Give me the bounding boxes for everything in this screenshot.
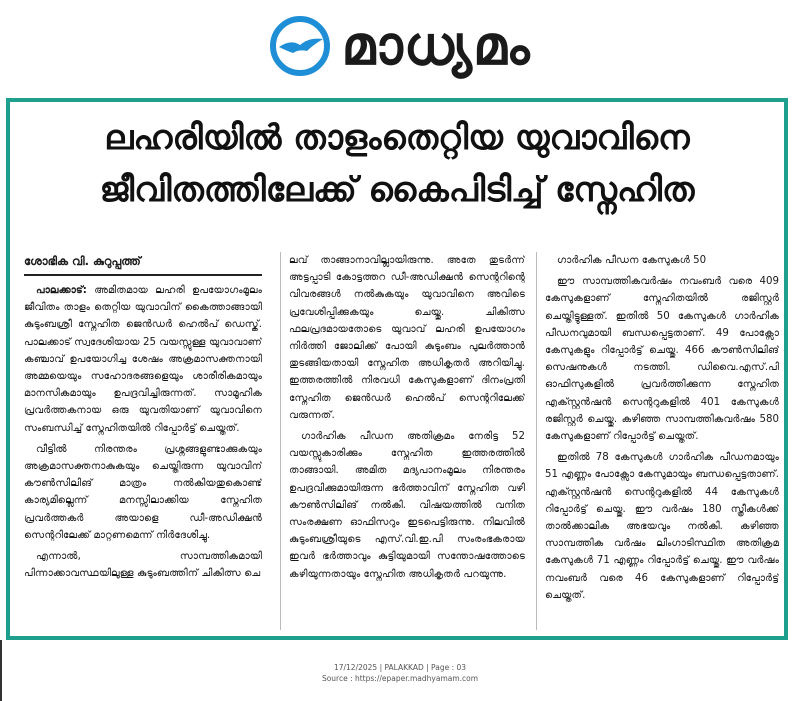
footer-edition-info: 17/12/2025 | PALAKKAD | Page : 03 bbox=[333, 663, 467, 672]
article-column-1 bbox=[24, 252, 262, 630]
paragraph-text: അമിതമായ ലഹരി ഉപയോഗംമൂലം ജീവിതം താളം തെറ്റിയ യുവാവിന് കൈത്താങ്ങായി കുടുംബശ്രീ സ്നേഹിത ജെൻഡർ ഹെൽപ് ഡെസ്ക്. പാലക്കാട് സ്വദേശിയായ 25 വയസ്സുള്ള യുവാവാണ് കഞ്ചാവ് ഉപയോഗിച്ച ശേഷം അക്രമാസക്തനായി അമ്മയെയും സഹോദരങ്ങളെയും ശാരീരികമായും മാനസികമായും ഉപദ്രവിച്ചിരുന്നത്. സാമൂഹിക പ്രവർത്തകനായ ഒരു യുവതിയാണ് യുവാവിനെ സംബന്ധിച്ച് സ്നേഹിതയിൽ റിപ്പോർട്ട് ചെയ്തത്. bbox=[24, 285, 262, 434]
article-column-2 bbox=[280, 252, 525, 630]
subheading: ഗാർഹിക പീഡന കേസുകൾ 50 bbox=[557, 255, 707, 266]
article-frame bbox=[6, 98, 788, 640]
paragraph: എന്നാൽ, സാമ്പത്തികമായി പിന്നാക്കാവസ്ഥയിലുള്ള കുടുംബത്തിന് ചികിത്സ ചെ bbox=[24, 551, 262, 580]
footer-source-link[interactable]: Source : https://epaper.madhyamam.com bbox=[321, 674, 479, 683]
article-headline bbox=[10, 112, 784, 216]
paragraph: ഗാർഹിക പീഡന അതിക്രമം നേരിട്ട 52 വയസ്സുകാരിക്കും സ്നേഹിത ഇത്തരത്തിൽ താങ്ങായി. അമിത മദ്യപാനംമൂലം നിരന്തരം ഉപദ്രവിക്കുമായിരുന്ന ഭർത്താവിന് സ്നേഹിത വഴി കൗൺസിലിങ് നൽകി. വിഷയത്തിൽ വനിത സംരക്ഷണ ഓഫിസറും ഇടപെട്ടിരുന്നു. നിലവിൽ കുടുംബശ്രീയുടെ എസ്.വി.ഇ.പി സംരംഭകരായ ഇവർ ഭർത്താവും കുട്ടിയുമായി സന്തോഷത്തോടെ കഴിയുന്നതായും സ്നേഹിത അധികൃതർ പറയുന്നു. bbox=[289, 431, 525, 580]
dateline: പാലക്കാട്: bbox=[36, 285, 87, 296]
paragraph: ലവ് താങ്ങാനാവില്ലായിരുന്നു. അതേ തുടർന്ന് അട്ടപ്പാടി കോട്ടത്തറ ഡീ-അഡിക്ഷൻ സെന്ററിന്റെ വിവരങ്ങൾ നൽകുകയും യുവാവിനെ അവിടെ പ്രവേശിപ്പിക്കുകയും ചെയ്തു. ചികിത്സ ഫലപ്രദമായതോടെ യുവാവ് ലഹരി ഉപയോഗം നിർത്തി ജോലിക്ക് പോയി കുടുംബം പുലർത്താൻ തുടങ്ങിയതായി സ്നേഹിത അധികൃതർ അറിയിച്ചു. ഇത്തരത്തിൽ നിരവധി കേസുകളാണ് ദിനംപ്രതി സ്നേഹിത ജെൻഡർ ഹെൽപ് സെന്ററിലേക്ക് വരുന്നത്. bbox=[289, 255, 525, 421]
article-body bbox=[24, 252, 779, 630]
paragraph: ഇതിൽ 78 കേസുകൾ ഗാർഹിക പീഡനമായും 51 എണ്ണം പോക്സോ കേസുമായും ബന്ധപ്പെട്ടതാണ്. എക്സ്റ്റൻഷൻ സെന്ററുകളിൽ 44 കേസുകൾ റിപ്പോർട്ട് ചെയ്തു. ഈ വർഷം 180 സ്ത്രീകൾക്ക് താൽക്കാലിക അഭയവും നൽകി. കഴിഞ്ഞ സാമ്പത്തിക വർഷം ലിംഗാടിസ്ഥിത അതിക്രമ കേസുകൾ 71 എണ്ണം റിപ്പോർട്ട് ചെയ്തു. ഈ വർഷം നവംബർ വരെ 46 കേസുകളാണ് റിപ്പോർട്ട് ചെയ്തത്. bbox=[545, 452, 779, 601]
headline-line-2: ജീവിതത്തിലേക്ക് കൈപിടിച്ച് സ്നേഹിത bbox=[99, 170, 695, 210]
paragraph: വീട്ടിൽ നിരന്തരം പ്രശ്നങ്ങളുണ്ടാക്കുകയും അക്രമാസക്തനാകുകയും ചെയ്തിരുന്ന യുവാവിന് കൗൺസിലിങ് മാത്രം നൽകിയതുകൊണ്ട് കാര്യമില്ലെന്ന് മനസ്സിലാക്കിയ സ്നേഹിത പ്രവർത്തകർ അയാളെ ഡീ-അഡിക്ഷൻ സെന്ററിലേക്ക് മാറ്റണമെന്ന് നിർദേശിച്ചു. bbox=[24, 443, 262, 541]
byline: ശോഭിക വി. കുറുപ്പത്ത് bbox=[24, 252, 262, 276]
page-footer bbox=[0, 662, 800, 684]
paragraph bbox=[24, 282, 262, 437]
article-column-3 bbox=[536, 252, 779, 630]
headline-line-1: ലഹരിയിൽ താളംതെറ്റിയ യുവാവിനെ bbox=[104, 118, 690, 158]
bird-logo-icon bbox=[269, 15, 331, 77]
paragraph: ഈ സാമ്പത്തികവർഷം നവംബർ വരെ 409 കേസുകളാണ് സ്നേഹിതയിൽ രജിസ്റ്റർ ചെയ്തിട്ടുള്ളത്. ഇതിൽ 50 കേസുകൾ ഗാർഹിക പീഡനവുമായി ബന്ധപ്പെട്ടതാണ്. 49 പോക്സോ കേസുകളും റിപ്പോർട്ട് ചെയ്തു. 466 കൗൺസിലിങ് സെഷനുകൾ നടത്തി. ഡിവൈ.എസ്.പി ഓഫിസുകളിൽ പ്രവർത്തിക്കുന്ന സ്നേഹിത എക്സ്റ്റൻഷൻ സെന്ററുകളിൽ 401 കേസുകൾ രജിസ്റ്റർ ചെയ്തു. കഴിഞ്ഞ സാമ്പത്തികവർഷം 580 കേസുകളാണ് റിപ്പോർട്ട് ചെയ്തത്. bbox=[545, 276, 779, 443]
masthead bbox=[0, 0, 800, 92]
masthead-logo-text: മാധ്യമം bbox=[341, 14, 531, 77]
